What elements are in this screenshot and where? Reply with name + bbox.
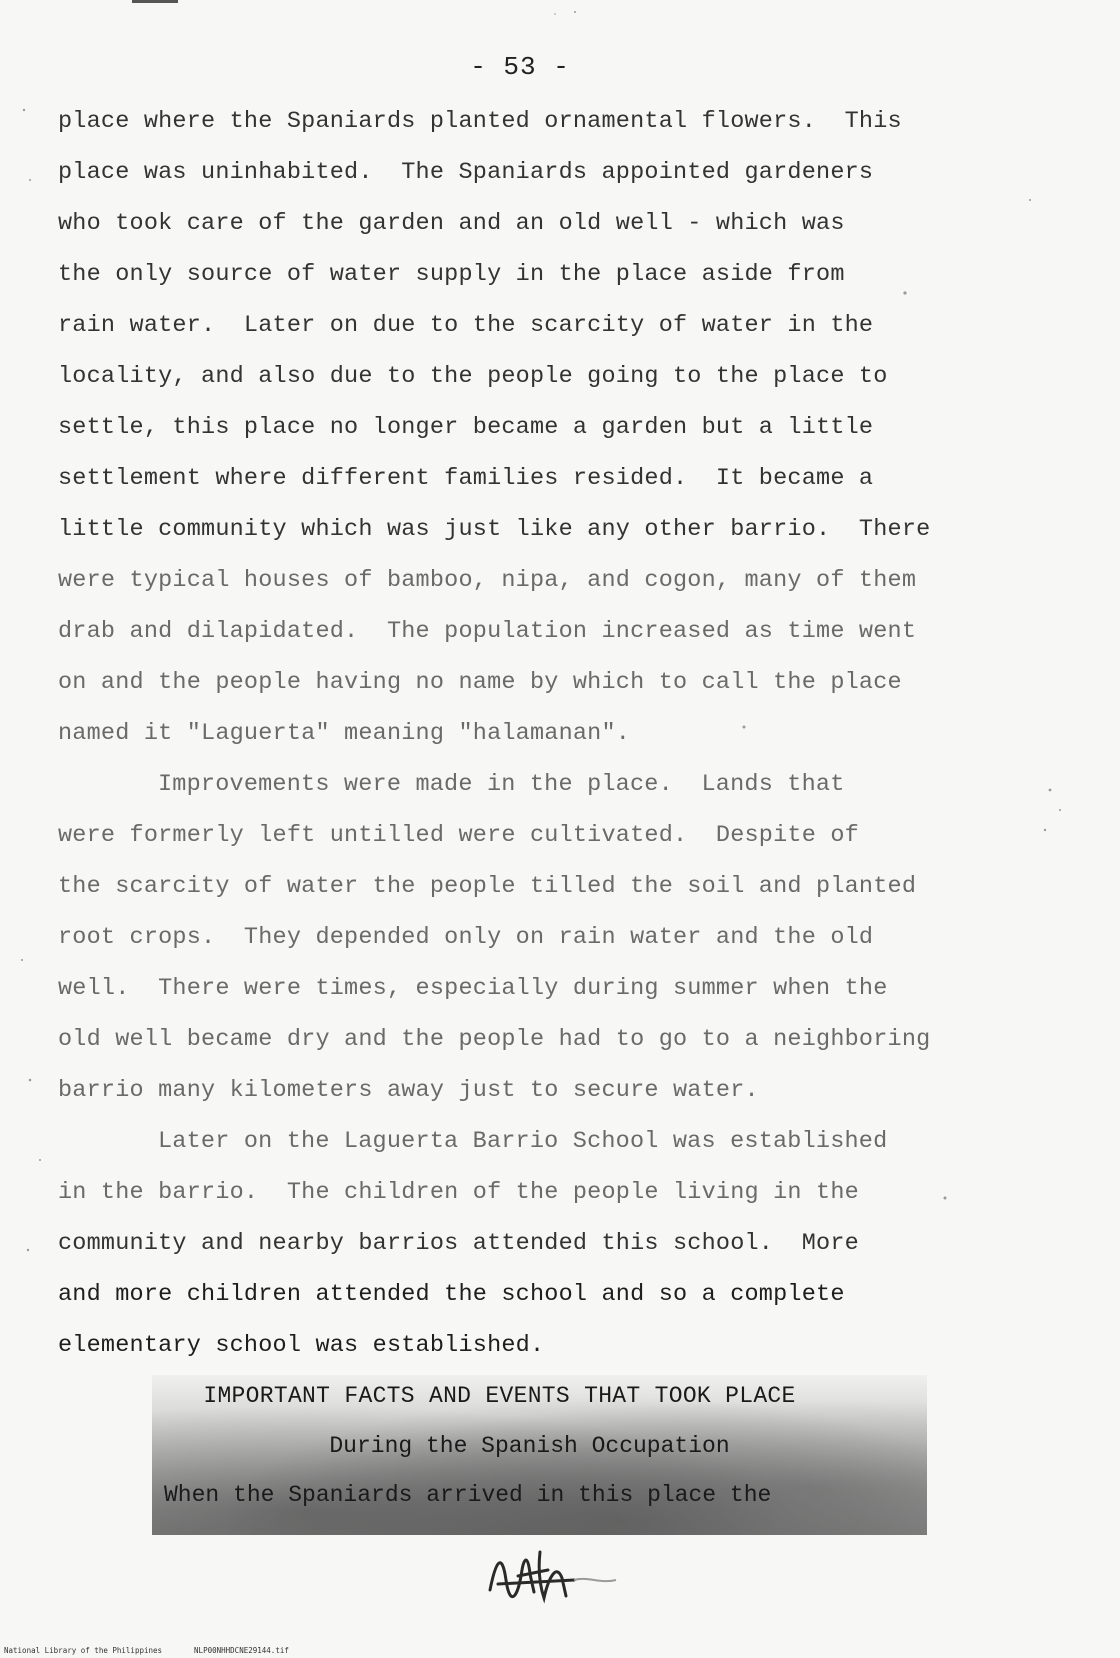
text-line: elementary school was established. xyxy=(58,1332,545,1359)
text-line: place was uninhabited. The Spaniards appointed gardeners xyxy=(58,159,874,186)
text-line: rain water. Later on due to the scarcity of water in the xyxy=(58,312,874,339)
text-line: locality, and also due to the people going to the place to xyxy=(58,363,888,390)
text-line: community and nearby barrios attended this school. More xyxy=(58,1230,859,1257)
signature-initials xyxy=(478,1540,628,1606)
text-line: place where the Spaniards planted ornamental flowers. This xyxy=(58,108,902,135)
text-line: drab and dilapidated. The population increased as time went xyxy=(58,618,917,645)
section-heading-block xyxy=(152,1375,927,1535)
text-line: well. There were times, especially during summer when the xyxy=(58,975,888,1002)
section-heading: IMPORTANT FACTS AND EVENTS THAT TOOK PLACE xyxy=(203,1383,796,1409)
text-line: settle, this place no longer became a garden but a little xyxy=(58,414,874,441)
footer-file-name: NLP00NHHDCNE29144.tif xyxy=(194,1646,289,1655)
text-line: were typical houses of bamboo, nipa, and cogon, many of them xyxy=(58,567,917,594)
text-line: Later on the Laguerta Barrio School was established xyxy=(158,1128,888,1155)
text-line: were formerly left untilled were cultivated. Despite of xyxy=(58,822,859,849)
text-line: the scarcity of water the people tilled the soil and planted xyxy=(58,873,917,900)
text-line: and more children attended the school and so a complete xyxy=(58,1281,845,1308)
scan-edge-mark xyxy=(132,0,178,3)
scan-footer xyxy=(4,1646,289,1655)
text-line: on and the people having no name by which to call the place xyxy=(58,669,902,696)
text-line: the only source of water supply in the place aside from xyxy=(58,261,845,288)
text-line: old well became dry and the people had to go to a neighboring xyxy=(58,1026,931,1053)
page-number: - 53 - xyxy=(470,52,570,82)
text-line: who took care of the garden and an old well - which was xyxy=(58,210,845,237)
body-text xyxy=(58,96,998,1371)
text-line: little community which was just like any other barrio. There xyxy=(58,516,931,543)
text-line: in the barrio. The children of the people living in the xyxy=(58,1179,859,1206)
text-line: named it "Laguerta" meaning "halamanan". xyxy=(58,720,631,747)
text-line: Improvements were made in the place. Lands that xyxy=(158,771,845,798)
footer-institution: National Library of the Philippines xyxy=(4,1646,163,1655)
text-line: barrio many kilometers away just to secure water. xyxy=(58,1077,759,1104)
section-first-line: When the Spaniards arrived in this place the xyxy=(164,1482,772,1508)
text-line: root crops. They depended only on rain water and the old xyxy=(58,924,874,951)
text-line: settlement where different families resided. It became a xyxy=(58,465,874,492)
subsection-heading: During the Spanish Occupation xyxy=(329,1433,730,1459)
